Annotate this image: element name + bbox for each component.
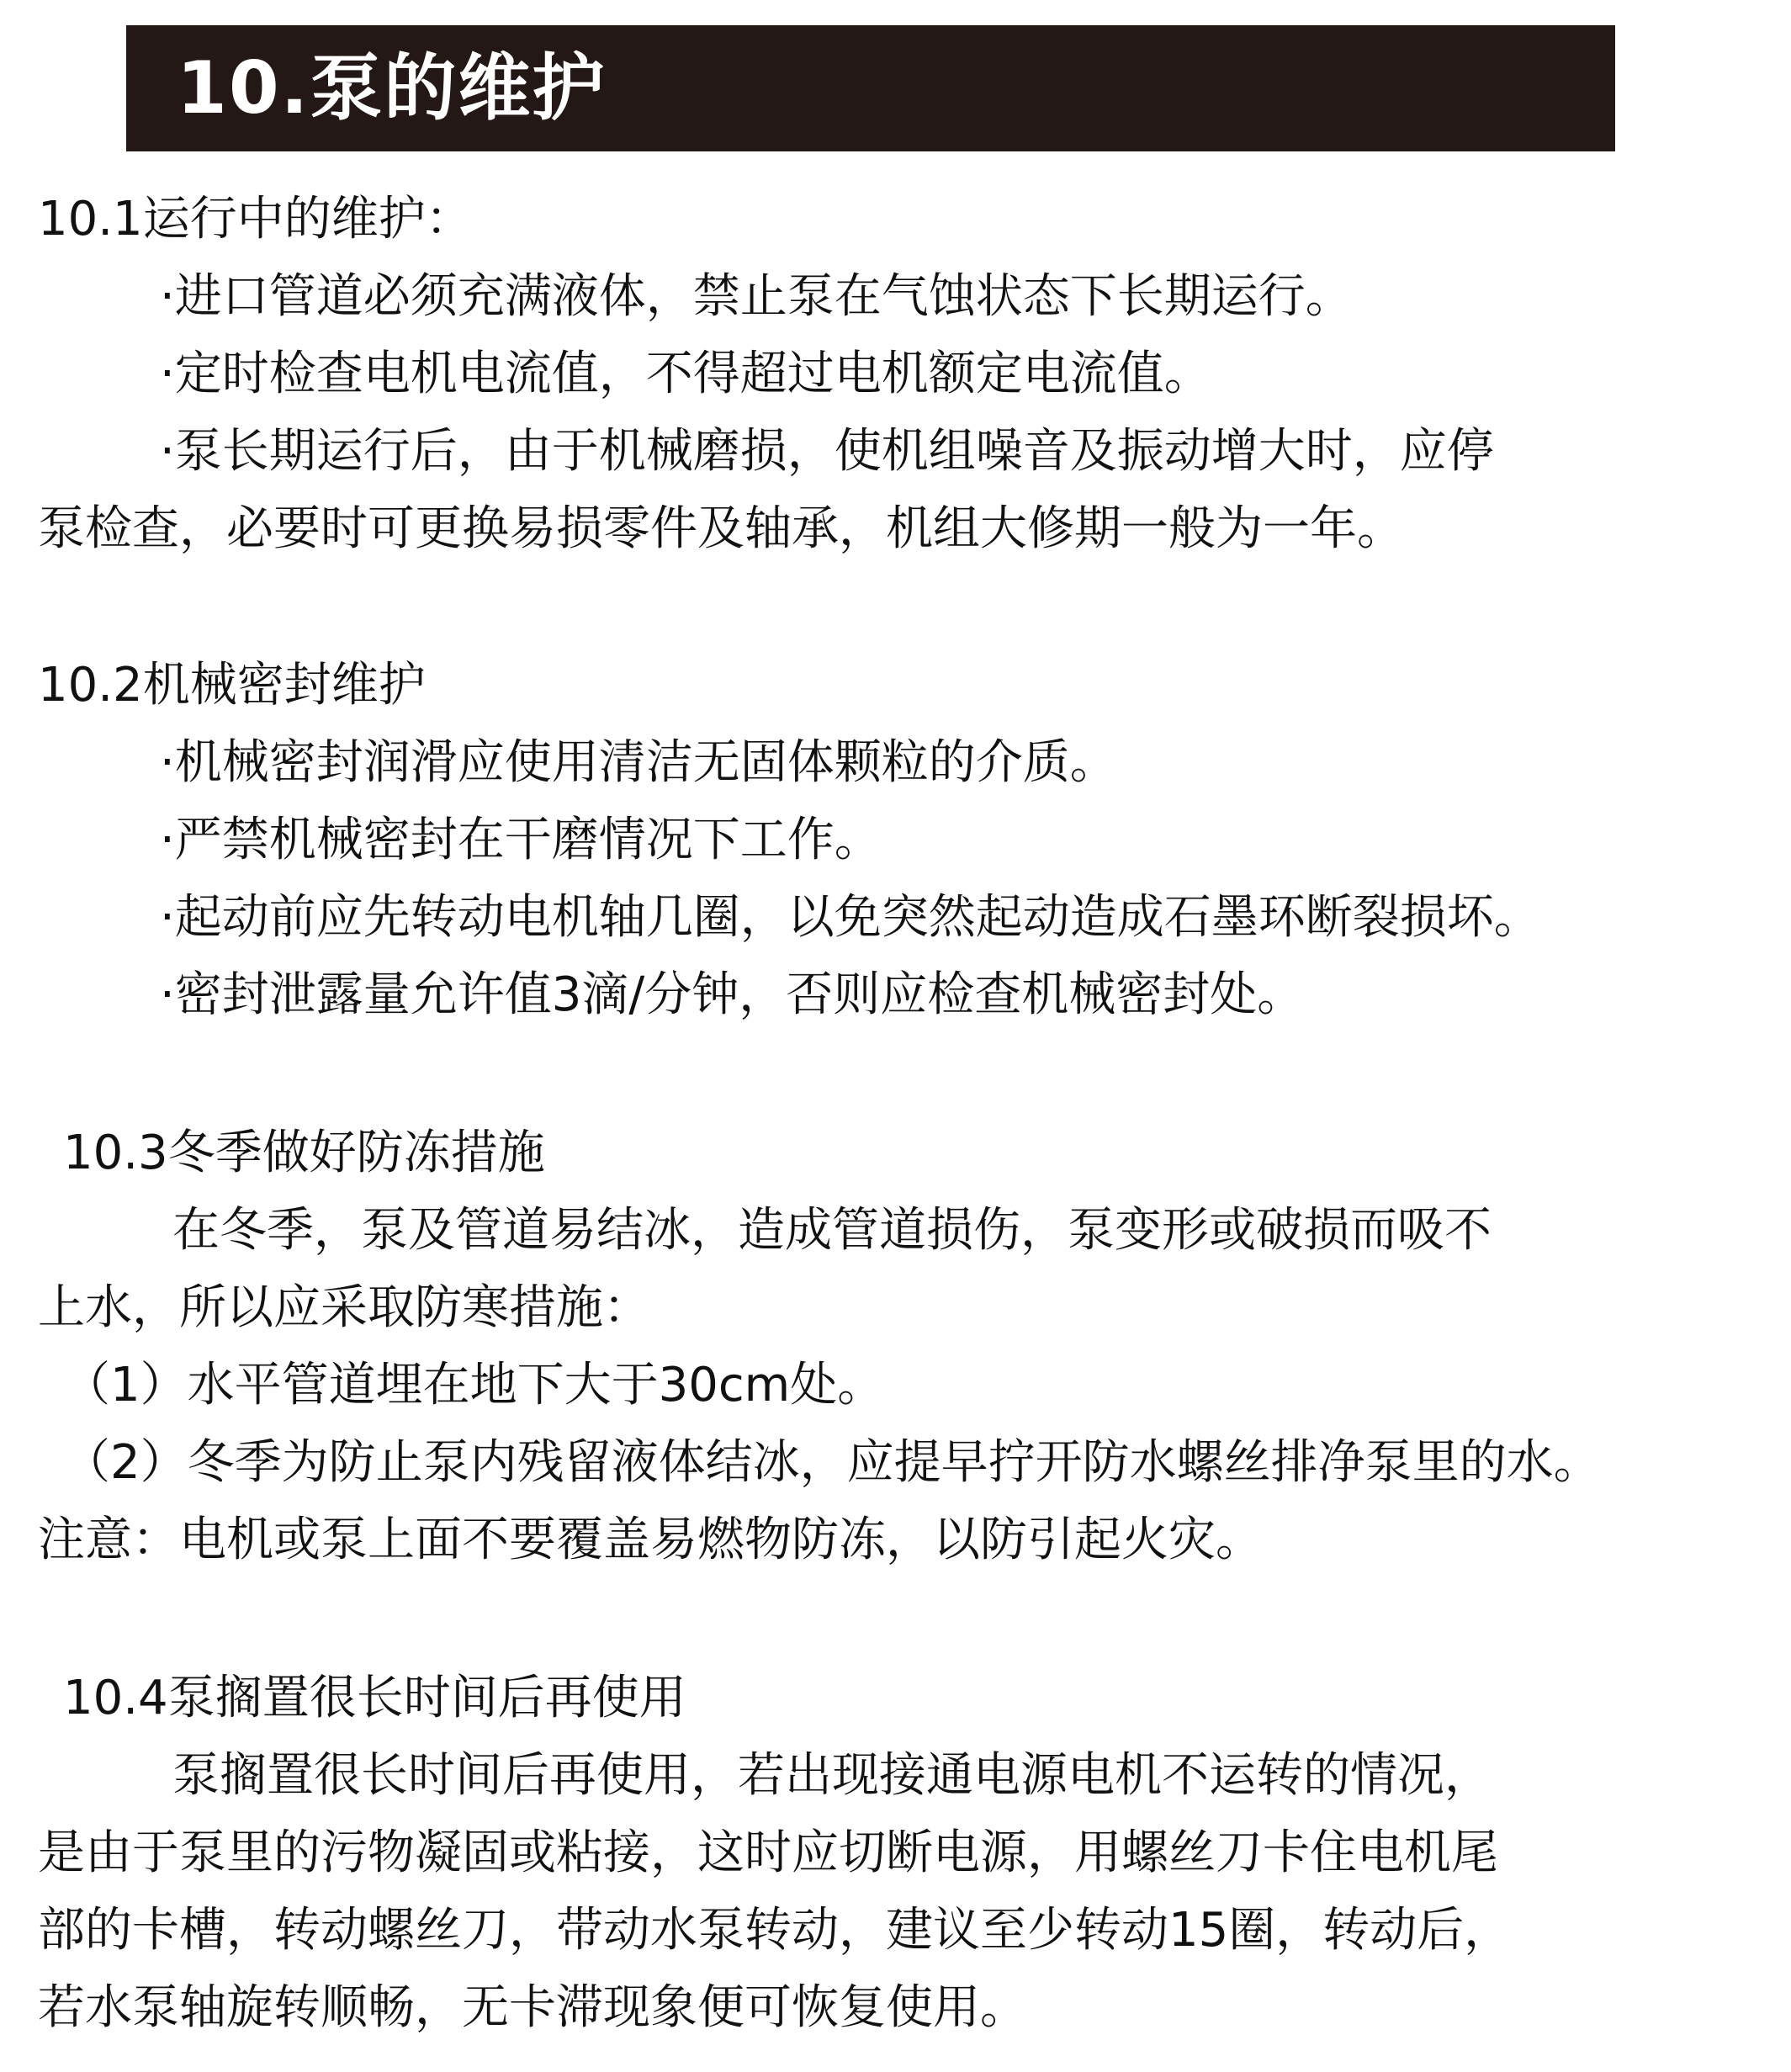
section-heading-10-1: 10.1运行中的维护： xyxy=(38,192,473,246)
numbered-item: （1）水平管道埋在地下大于30cm处。 xyxy=(63,1358,885,1412)
bullet-line: ·起动前应先转动电机轴几圈，以免突然起动造成石墨环断裂损坏。 xyxy=(160,890,1541,945)
paragraph-line: 部的卡槽，转动螺丝刀，带动水泵转动，建议至少转动15圈，转动后， xyxy=(38,1903,1512,1958)
bullet-line: ·机械密封润滑应使用清洁无固体颗粒的介质。 xyxy=(160,735,1117,790)
paragraph-line: 泵搁置很长时间后再使用，若出现接通电源电机不运转的情况， xyxy=(172,1748,1492,1803)
paragraph-line: 在冬季，泵及管道易结冰，造成管道损伤，泵变形或破损而吸不 xyxy=(172,1203,1492,1258)
bullet-line: ·进口管道必须充满液体，禁止泵在气蚀状态下长期运行。 xyxy=(160,269,1353,324)
bullet-line: ·严禁机械密封在干磨情况下工作。 xyxy=(160,813,882,867)
bullet-line-continuation: 泵检查，必要时可更换易损零件及轴承，机组大修期一般为一年。 xyxy=(38,501,1404,556)
paragraph-line: 是由于泵里的污物凝固或粘接，这时应切断电源，用螺丝刀卡住电机尾 xyxy=(38,1826,1498,1880)
paragraph-line: 上水，所以应采取防寒措施： xyxy=(38,1280,650,1335)
warning-note: 注意：电机或泵上面不要覆盖易燃物防冻，以防引起火灾。 xyxy=(38,1513,1263,1567)
section-heading-10-2: 10.2机械密封维护 xyxy=(38,658,426,713)
page-title: 10.泵的维护 xyxy=(177,46,607,130)
bullet-line: ·密封泄露量允许值3滴/分钟，否则应检查机械密封处。 xyxy=(160,967,1305,1022)
section-heading-10-3: 10.3冬季做好防冻措施 xyxy=(63,1126,545,1180)
bullet-line: ·泵长期运行后，由于机械磨损，使机组噪音及振动增大时，应停 xyxy=(160,424,1494,479)
section-heading-10-4: 10.4泵搁置很长时间后再使用 xyxy=(63,1671,686,1725)
section-title-bar xyxy=(126,25,1615,151)
paragraph-line: 若水泵轴旋转顺畅，无卡滞现象便可恢复使用。 xyxy=(38,1980,1027,2035)
bullet-line: ·定时检查电机电流值，不得超过电机额定电流值。 xyxy=(160,347,1211,401)
numbered-item: （2）冬季为防止泵内残留液体结冰，应提早拧开防水螺丝排净泵里的水。 xyxy=(63,1435,1601,1490)
